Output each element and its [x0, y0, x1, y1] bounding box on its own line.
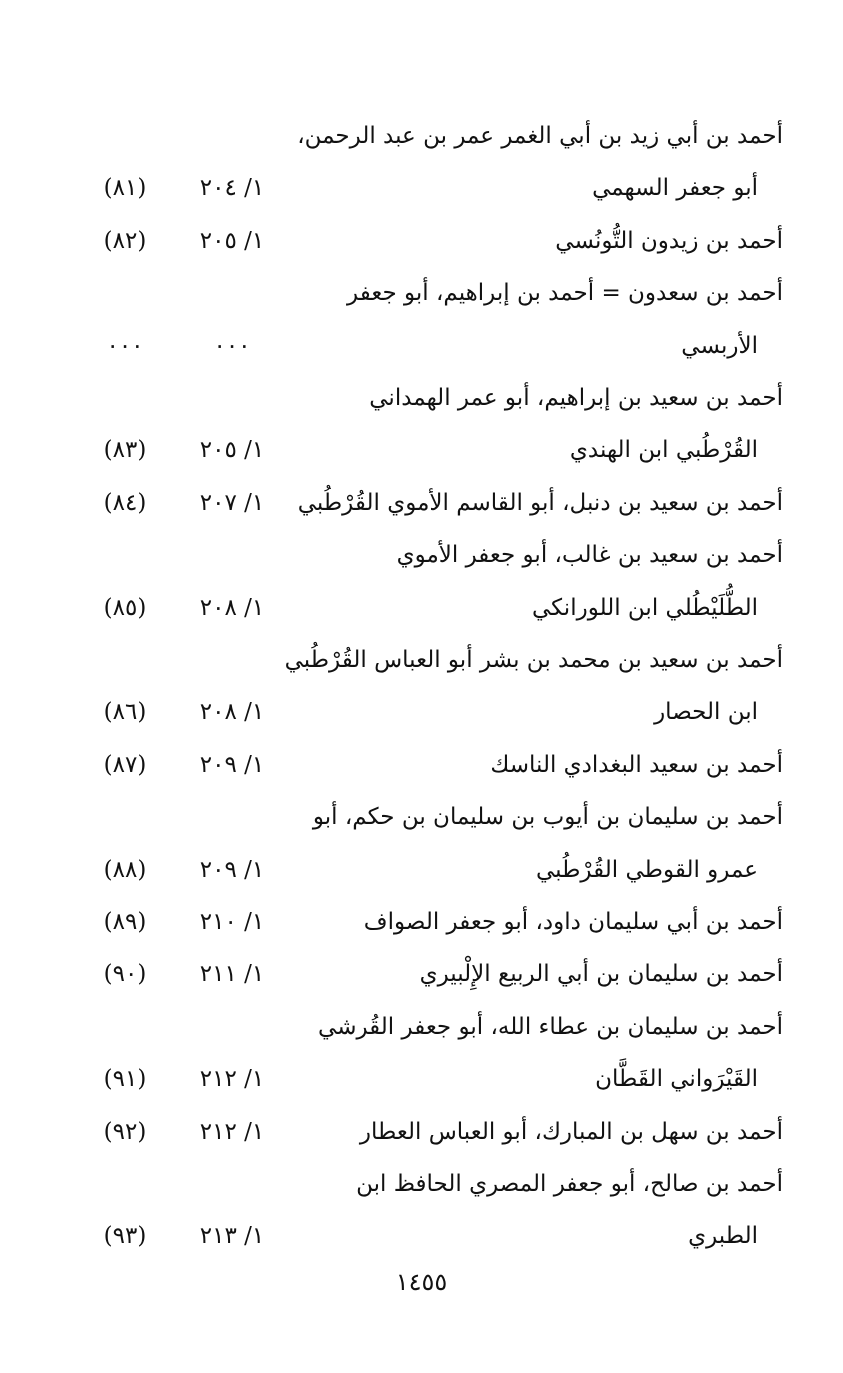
- index-entry-line: [0, 640, 843, 692]
- index-entry-line: [0, 954, 843, 1006]
- index-entry-line: [0, 902, 843, 954]
- page-number: ١٤٥٥: [395, 1268, 448, 1296]
- entry-number: (٨٣): [103, 437, 147, 463]
- entry-name: أحمد بن زيدون التُّونُسي: [555, 228, 783, 254]
- index-entry-line: [0, 692, 843, 744]
- entry-number: (٨٨): [103, 857, 147, 883]
- entry-volume-page: ١/ ٢٠٧: [199, 490, 265, 516]
- index-entry-line: [0, 326, 843, 378]
- index-entry-line: [0, 1216, 843, 1268]
- entry-number: (٩٠): [103, 961, 147, 987]
- index-entry-line: [0, 221, 843, 273]
- entry-name: عمرو القوطي القُرْطُبي: [536, 857, 758, 883]
- entry-name: أحمد بن سعيد بن محمد بن بشر أبو العباس القُرْطُبي: [284, 647, 783, 673]
- entry-name: أحمد بن سعيد البغدادي الناسك: [490, 752, 783, 778]
- entry-volume-page: ١/ ٢١٢: [199, 1066, 265, 1092]
- index-entry-line: [0, 588, 843, 640]
- entry-name: أحمد بن سعيد بن دنبل، أبو القاسم الأموي القُرْطُبي: [297, 490, 783, 516]
- entry-name: الأربسي: [681, 333, 758, 359]
- entry-name: أحمد بن سليمان بن عطاء الله، أبو جعفر القُرشي: [318, 1014, 783, 1040]
- entry-name: أحمد بن سليمان بن أيوب بن سليمان بن حكم، أبو: [312, 804, 783, 830]
- entry-number: ٠٠٠: [106, 333, 144, 359]
- index-entry-line: [0, 1112, 843, 1164]
- entry-name: أحمد بن سهل بن المبارك، أبو العباس العطار: [359, 1119, 783, 1145]
- entry-name: ابن الحصار: [654, 699, 758, 725]
- entry-volume-page: ١/ ٢١٣: [199, 1223, 265, 1249]
- entry-name: القُرْطُبي ابن الهندي: [569, 437, 758, 463]
- index-entry-line: [0, 1059, 843, 1111]
- entry-name: الطُّلَيْطُلي ابن اللورانكي: [531, 595, 758, 621]
- entry-number: (٨٧): [103, 752, 147, 778]
- entry-volume-page: ١/ ٢٠٨: [199, 699, 265, 725]
- entry-name: القَيْرَواني القَطَّان: [595, 1066, 758, 1092]
- entry-volume-page: ١/ ٢٠٥: [199, 437, 265, 463]
- entry-number: (٨٢): [103, 228, 147, 254]
- entry-name: أحمد بن سعيد بن غالب، أبو جعفر الأموي: [396, 542, 783, 568]
- entry-name: أحمد بن سليمان بن أبي الربيع الإِلْبيري: [419, 961, 783, 987]
- index-entry-line: [0, 850, 843, 902]
- entry-volume-page: ١/ ٢١٢: [199, 1119, 265, 1145]
- index-entry-line: [0, 273, 843, 325]
- entry-number: (٨٦): [103, 699, 147, 725]
- index-entry-line: [0, 745, 843, 797]
- entry-name: الطبري: [688, 1223, 758, 1249]
- index-entry-line: [0, 116, 843, 168]
- entry-name: أحمد بن أبي زيد بن أبي الغمر عمر بن عبد الرحمن،: [297, 123, 783, 149]
- entry-number: (٨٩): [103, 909, 147, 935]
- entry-name: أحمد بن سعيد بن إبراهيم، أبو عمر الهمداني: [369, 385, 783, 411]
- entry-volume-page: ٠٠٠: [213, 333, 251, 359]
- entry-name: أحمد بن سعدون = أحمد بن إبراهيم، أبو جعفر: [347, 280, 783, 306]
- entry-name: أحمد بن أبي سليمان داود، أبو جعفر الصواف: [363, 909, 783, 935]
- entry-volume-page: ١/ ٢١١: [199, 961, 265, 987]
- entry-name: أحمد بن صالح، أبو جعفر المصري الحافظ ابن: [356, 1171, 783, 1197]
- entry-number: (٨٤): [103, 490, 147, 516]
- entry-name: أبو جعفر السهمي: [592, 175, 758, 201]
- entry-number: (٨١): [103, 175, 147, 201]
- entry-number: (٨٥): [103, 595, 147, 621]
- index-entry-line: [0, 1164, 843, 1216]
- index-entry-line: [0, 378, 843, 430]
- entry-volume-page: ١/ ٢١٠: [199, 909, 265, 935]
- index-entry-line: [0, 535, 843, 587]
- entry-volume-page: ١/ ٢٠٩: [199, 857, 265, 883]
- index-entry-line: [0, 168, 843, 220]
- entry-number: (٩٣): [103, 1223, 147, 1249]
- entry-number: (٩١): [103, 1066, 147, 1092]
- entry-volume-page: ١/ ٢٠٨: [199, 595, 265, 621]
- index-entry-line: [0, 483, 843, 535]
- entry-volume-page: ١/ ٢٠٩: [199, 752, 265, 778]
- entry-volume-page: ١/ ٢٠٥: [199, 228, 265, 254]
- entry-volume-page: ١/ ٢٠٤: [199, 175, 265, 201]
- index-entry-line: [0, 430, 843, 482]
- index-entry-line: [0, 1007, 843, 1059]
- entry-number: (٩٢): [103, 1119, 147, 1145]
- index-entry-line: [0, 797, 843, 849]
